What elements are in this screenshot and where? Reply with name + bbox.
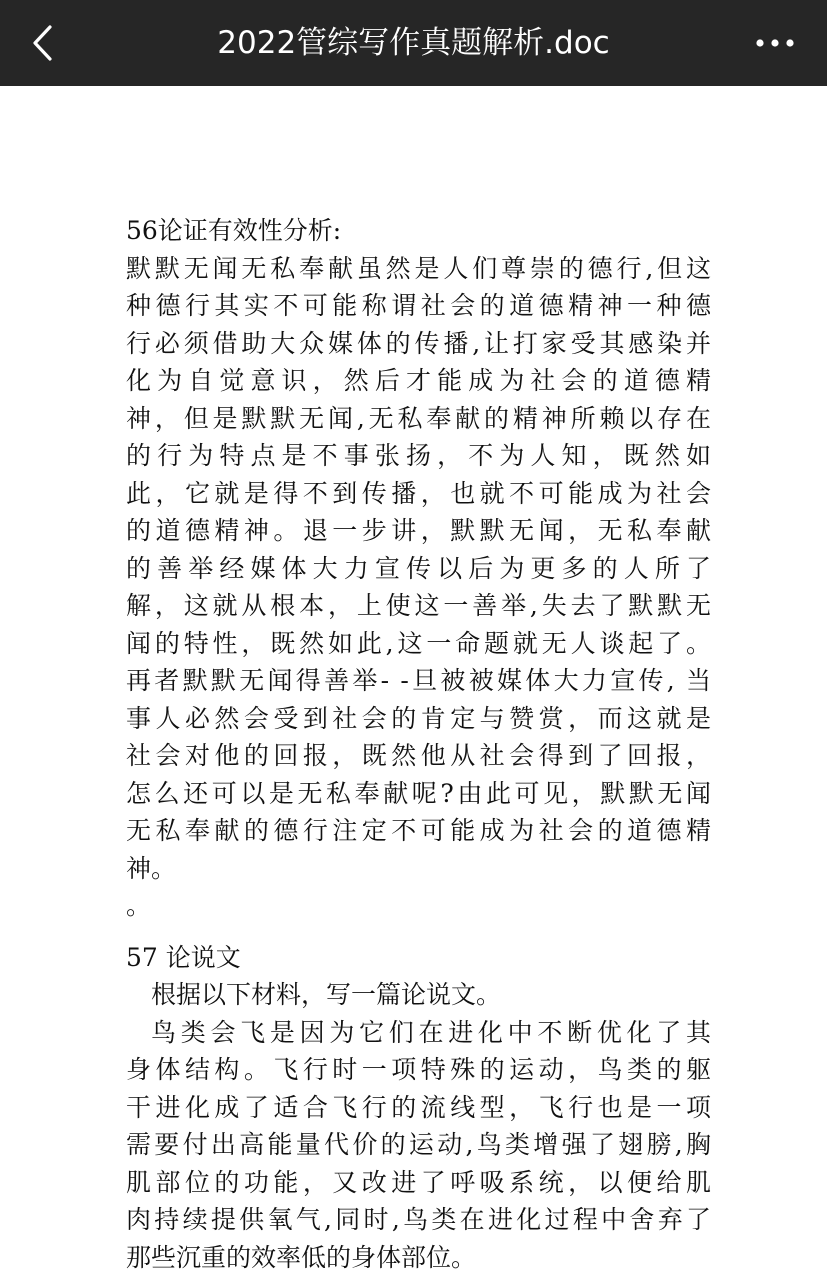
paragraph-line: 的行为特点是不事张扬，不为人知，既然如 (126, 437, 711, 475)
section-spacer (126, 925, 711, 939)
paragraph-line: 事人必然会受到社会的肯定与赞赏，而这就是 (126, 700, 711, 738)
paragraph-line: 神。 (126, 850, 711, 888)
back-button[interactable] (18, 18, 68, 68)
more-horizontal-icon (755, 38, 795, 48)
paragraph-line: 种德行其实不可能称谓社会的道德精神一种德 (126, 287, 711, 325)
trailing-period: 。 (126, 887, 711, 925)
paragraph-line: 默默无闻无私奉献虽然是人们尊崇的德行,但这 (126, 250, 711, 288)
paragraph-line: 需要付出高能量代价的运动,鸟类增强了翅膀,胸 (126, 1126, 711, 1164)
paragraph-line: 的道德精神。退一步讲，默默无闻，无私奉献 (126, 512, 711, 550)
paragraph-line: 再者默默无闻得善举- -旦被被媒体大力宣传, 当 (126, 662, 711, 700)
paragraph-line: 的善举经媒体大力宣传以后为更多的人所了 (126, 550, 711, 588)
paragraph-line: 化为自觉意识，然后才能成为社会的道德精 (126, 362, 711, 400)
paragraph-line: 那些沉重的效率低的身体部位。 (126, 1239, 711, 1276)
section-57-heading: 57 论说文 (126, 939, 711, 977)
paragraph-line: 无私奉献的德行注定不可能成为社会的道德精 (126, 812, 711, 850)
paragraph-line: 干进化成了适合飞行的流线型，飞行也是一项 (126, 1089, 711, 1127)
top-navigation-bar (0, 0, 827, 86)
paragraph-line: 解，这就从根本，上使这一善举,失去了默默无 (126, 587, 711, 625)
paragraph-line: 鸟类会飞是因为它们在进化中不断优化了其 (126, 1014, 711, 1052)
paragraph-line: 神，但是默默无闻,无私奉献的精神所赖以存在 (126, 400, 711, 438)
paragraph-line: 此，它就是得不到传播，也就不可能成为社会 (126, 475, 711, 513)
document-title: 2022管综写作真题解析.doc (120, 0, 707, 86)
more-options-button[interactable] (745, 18, 805, 68)
paragraph-line: 闻的特性，既然如此,这一命题就无人谈起了。 (126, 625, 711, 663)
paragraph-line: 怎么还可以是无私奉献呢?由此可见，默默无闻 (126, 775, 711, 813)
paragraph-line: 肉持续提供氧气,同时,鸟类在进化过程中舍弃了 (126, 1201, 711, 1239)
paragraph-line: 行必须借助大众媒体的传播,让打家受其感染并 (126, 325, 711, 363)
paragraph-line: 社会对他的回报，既然他从社会得到了回报， (126, 737, 711, 775)
paragraph-line: 身体结构。飞行时一项特殊的运动，鸟类的躯 (126, 1051, 711, 1089)
section-57-instruction: 根据以下材料，写一篇论说文。 (126, 976, 711, 1014)
paragraph-line: 肌部位的功能，又改进了呼吸系统，以便给肌 (126, 1164, 711, 1202)
chevron-left-icon (30, 23, 56, 63)
document-body (126, 212, 711, 1276)
section-56-heading: 56论证有效性分析: (126, 212, 711, 250)
